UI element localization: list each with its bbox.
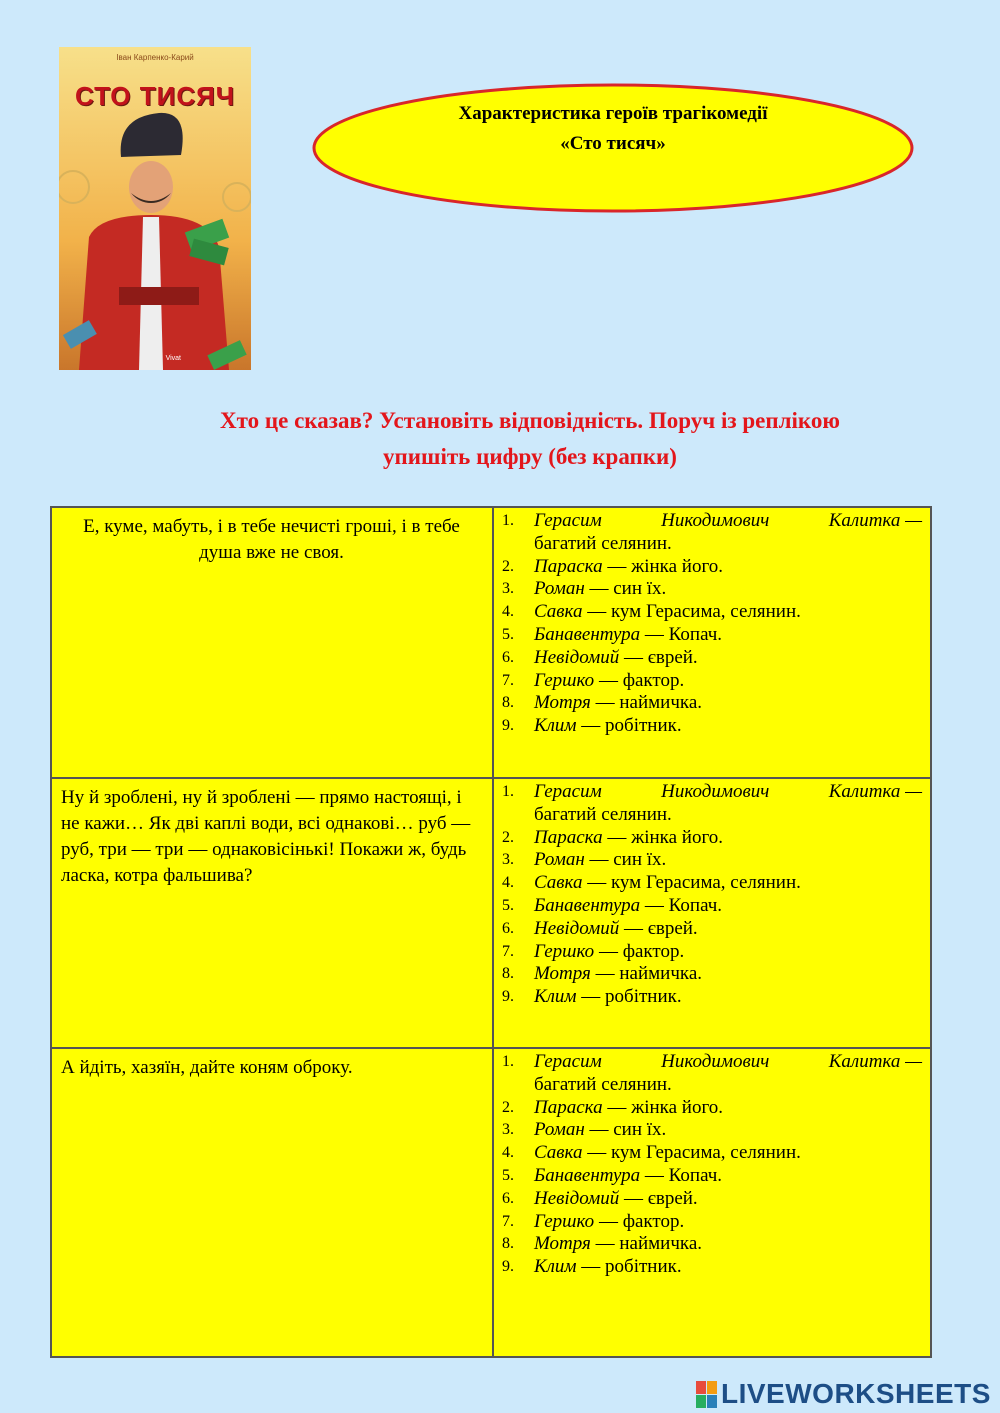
task-line-2: упишіть цифру (без крапки) — [383, 444, 677, 469]
character-desc: — фактор. — [594, 669, 685, 691]
quote-text: Ну й зроблені, ну й зроблені — прямо настоящі, і не кажи… Як дві каплі води, всі однакові… руб — руб, три — три — однаковісінькі! Покажи ж, будь ласка, котра фальшива? — [61, 787, 471, 886]
list-item — [500, 941, 922, 964]
character-desc: — Копач. — [640, 1164, 723, 1186]
title-line-2: «Сто тисяч» — [560, 133, 666, 154]
character-name-part: Никодимович — [661, 510, 770, 531]
list-item — [500, 849, 922, 872]
character-desc: — жінка його. — [602, 1096, 724, 1118]
character-desc: — син їх. — [584, 849, 667, 871]
title-line-1: Характеристика героїв трагікомедії — [458, 103, 768, 124]
list-number: 9. — [502, 988, 514, 1006]
list-item — [500, 1097, 922, 1120]
list-item — [500, 872, 922, 895]
character-desc: — фактор. — [594, 1210, 685, 1232]
character-desc: — наймичка. — [590, 692, 703, 714]
character-name: Гершко — [534, 1210, 595, 1232]
table-row — [51, 778, 931, 1048]
liveworksheets-logo-icon — [696, 1381, 717, 1408]
character-name-part: Герасим — [534, 781, 602, 802]
character-list — [500, 1051, 922, 1279]
book-cover — [59, 47, 251, 370]
character-desc: — син їх. — [584, 578, 667, 600]
quote-text: А йдіть, хазяїн, дайте коням оброку. — [61, 1057, 353, 1078]
list-item — [500, 1233, 922, 1256]
list-item — [500, 1051, 922, 1097]
list-item — [500, 1211, 922, 1234]
table-row — [51, 1048, 931, 1357]
liveworksheets-logo — [696, 1379, 991, 1409]
list-number: 4. — [502, 603, 514, 621]
character-name: Невідомий — [534, 917, 620, 939]
character-name: Гершко — [534, 940, 595, 962]
list-number: 7. — [502, 1212, 514, 1230]
list-number: 3. — [502, 580, 514, 598]
character-name-part: Никодимович — [661, 1051, 770, 1072]
character-desc: — кум Герасима, селянин. — [582, 1142, 801, 1164]
title-banner — [312, 83, 914, 213]
character-desc: — робітник. — [576, 715, 682, 737]
list-item — [500, 986, 922, 1009]
character-desc: — син їх. — [584, 1119, 667, 1141]
list-number: 1. — [502, 783, 514, 800]
character-name: Роман — [534, 849, 585, 871]
character-name: Банавентура — [534, 1164, 641, 1186]
list-item — [500, 963, 922, 986]
character-name: Параска — [534, 826, 603, 848]
character-name: Роман — [534, 578, 585, 600]
character-desc: — робітник. — [576, 986, 682, 1008]
list-item — [500, 670, 922, 693]
list-number: 9. — [502, 1258, 514, 1276]
character-list — [500, 510, 922, 738]
list-number: 1. — [502, 1053, 514, 1070]
list-number: 8. — [502, 1235, 514, 1253]
character-desc: — кум Герасима, селянин. — [582, 601, 801, 623]
character-name-part: Герасим — [534, 510, 602, 531]
quote-cell[interactable] — [51, 1048, 493, 1357]
character-name: Параска — [534, 1096, 603, 1118]
character-name: Роман — [534, 1119, 585, 1141]
list-item — [500, 1142, 922, 1165]
character-name: Гершко — [534, 669, 595, 691]
character-name: Невідомий — [534, 646, 620, 668]
list-number: 6. — [502, 648, 514, 666]
cover-title: СТО ТИСЯЧ — [74, 81, 236, 111]
character-desc: — робітник. — [576, 1256, 682, 1278]
character-name: Мотря — [534, 963, 591, 985]
character-name: Мотря — [534, 1233, 591, 1255]
list-item — [500, 715, 922, 738]
list-item — [500, 1165, 922, 1188]
options-cell — [493, 507, 931, 778]
character-name: Клим — [534, 1256, 577, 1278]
character-desc: — фактор. — [594, 940, 685, 962]
list-number: 2. — [502, 828, 514, 846]
character-desc: — Копач. — [640, 623, 723, 645]
list-number: 3. — [502, 851, 514, 869]
list-item — [500, 895, 922, 918]
character-name: Банавентура — [534, 623, 641, 645]
list-item — [500, 918, 922, 941]
character-name: Банавентура — [534, 894, 641, 916]
list-number: 6. — [502, 919, 514, 937]
list-number: 2. — [502, 557, 514, 575]
character-name-part: Калитка — — [828, 510, 922, 531]
list-number: 4. — [502, 1144, 514, 1162]
options-cell — [493, 778, 931, 1048]
list-item — [500, 692, 922, 715]
table-row — [51, 507, 931, 778]
list-number: 7. — [502, 671, 514, 689]
character-desc: — єврей. — [619, 1187, 698, 1209]
character-desc: багатий селянин. — [534, 1073, 672, 1095]
list-item — [500, 781, 922, 827]
list-number: 3. — [502, 1121, 514, 1139]
list-item — [500, 556, 922, 579]
character-name: Клим — [534, 986, 577, 1008]
character-name-part: Герасим — [534, 1051, 602, 1072]
list-item — [500, 827, 922, 850]
list-item — [500, 578, 922, 601]
character-desc: багатий селянин. — [534, 803, 672, 825]
character-desc: багатий селянин. — [534, 532, 672, 554]
list-item — [500, 601, 922, 624]
liveworksheets-logo-text: LIVEWORKSHEETS — [721, 1378, 991, 1409]
cover-author: Іван Карпенко-Карий — [116, 53, 194, 62]
character-desc: — кум Герасима, селянин. — [582, 872, 801, 894]
task-line-1: Хто це сказав? Установіть відповідність. Поруч із реплікою — [220, 408, 840, 433]
options-cell — [493, 1048, 931, 1357]
list-item — [500, 1119, 922, 1142]
list-number: 8. — [502, 965, 514, 983]
list-number: 8. — [502, 694, 514, 712]
list-item — [500, 510, 922, 556]
character-desc: — єврей. — [619, 646, 698, 668]
list-item — [500, 647, 922, 670]
quote-cell[interactable] — [51, 778, 493, 1048]
character-name: Мотря — [534, 692, 591, 714]
character-desc: — наймичка. — [590, 963, 703, 985]
character-name: Невідомий — [534, 1187, 620, 1209]
character-desc: — Копач. — [640, 894, 723, 916]
list-number: 9. — [502, 717, 514, 735]
list-number: 5. — [502, 1166, 514, 1184]
list-number: 6. — [502, 1189, 514, 1207]
character-name: Параска — [534, 555, 603, 577]
character-name-part: Калитка — — [828, 1051, 922, 1072]
character-name: Савка — [534, 1142, 583, 1164]
character-desc: — жінка його. — [602, 826, 724, 848]
character-name-part: Калитка — — [828, 781, 922, 802]
cover-publisher: Vivat — [165, 355, 181, 362]
character-name-part: Никодимович — [661, 781, 770, 802]
list-number: 4. — [502, 874, 514, 892]
matching-table — [50, 506, 932, 1358]
list-number: 7. — [502, 942, 514, 960]
list-item — [500, 624, 922, 647]
quote-cell[interactable] — [51, 507, 493, 778]
list-number: 5. — [502, 896, 514, 914]
character-name: Савка — [534, 601, 583, 623]
list-number: 5. — [502, 625, 514, 643]
list-item — [500, 1188, 922, 1211]
character-desc: — єврей. — [619, 917, 698, 939]
list-item — [500, 1256, 922, 1279]
character-desc: — наймичка. — [590, 1233, 703, 1255]
character-list — [500, 781, 922, 1009]
character-name: Савка — [534, 872, 583, 894]
character-name: Клим — [534, 715, 577, 737]
list-number: 2. — [502, 1098, 514, 1116]
character-desc: — жінка його. — [602, 555, 724, 577]
quote-text: Е, куме, мабуть, і в тебе нечисті гроші, і в тебе душа вже не своя. — [83, 516, 460, 563]
list-number: 1. — [502, 512, 514, 529]
